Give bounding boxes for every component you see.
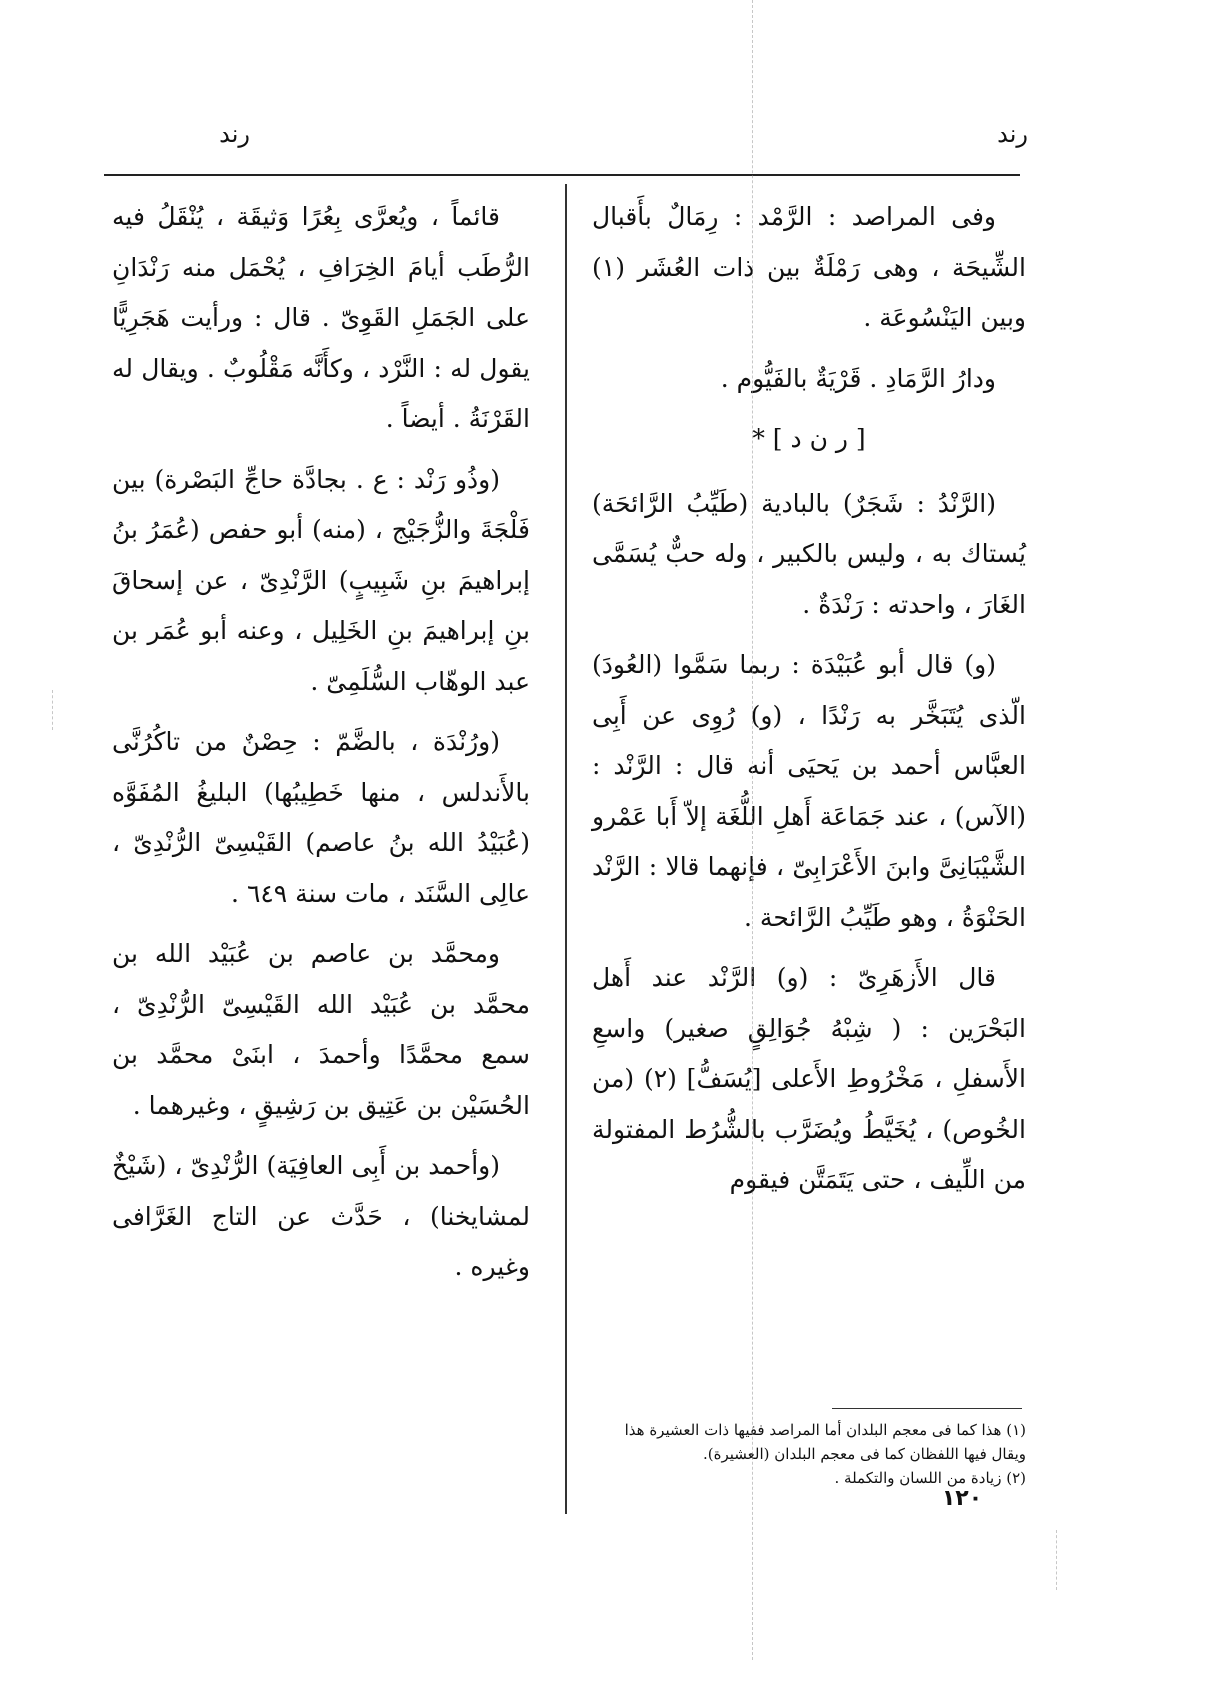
right-column (592, 192, 1026, 1216)
entry-paragraph: وفى المراصد : الرَّمْد : رِمَالٌ بأَقبال الشِّيحَة ، وهى رَمْلَةٌ بين ذات العُشَر (١) وبين اليَنْسُوعَة . (592, 202, 1026, 332)
footnote: (٢) زيادة من اللسان والتكملة . (834, 1469, 1026, 1487)
footnote-rule (832, 1408, 1022, 1409)
entry-paragraph: (و) قال أبو عُبَيْدَة : ربما سَمَّوا (العُودَ) الّذى يُتَبَخَّر به رَنْدًا ، (و) رُوِى عن أَبِى العبَّاس أحمد بن يَحيَى أنه قال : الرَّنْد : (الآس) ، عند جَمَاعَة أَهلِ اللُّغَة إلاّ أَبا عَمْرو الشَّيْبَانِىَّ وابنَ الأَعْرَابِىّ ، فإنهما قالا : الرَّنْد الحَنْوَةُ ، وهو طَيِّبُ الرَّائحة . (592, 650, 1026, 932)
entry-paragraph: ودارُ الرَّمَادِ . قَرْيَةٌ بالفَيُّوم . (720, 363, 996, 393)
entry-paragraph: (ورُنْدَة ، بالضَّمّ : حِصْنٌ من تاكُرُنَّى بالأَندلس ، منها خَطِيبُها) البليغُ المُفَوَّه (عُبَيْدُ الله بنُ عاصم) القَيْسِىّ الرُّنْدِىّ ، عالِى السَّنَد ، مات سنة ٦٤٩ . (112, 727, 530, 908)
footnotes (598, 1418, 1026, 1490)
header-rule (104, 174, 1020, 176)
entry-paragraph: (وأحمد بن أَبِى العافِيَة) الرُّنْدِىّ ، (شَيْخٌ لمشايخنا) ، حَدَّث عن التاج الغَرَّافى وغيره . (112, 1151, 530, 1281)
column-divider (565, 184, 567, 1514)
entry-paragraph: قال الأَزهَرِىّ : (و) الرَّنْد عند أَهل البَحْرَين : ( شِبْهُ جُوَالِقٍ صغير) واسعِ الأَسفلِ ، مَخْرُوطِ الأَعلى [يُسَفُّ] (٢) (من الخُوص) ، يُخَيَّطُ ويُضَرَّب بالشُّرُط المفتولة من اللِّيف ، حتى يَتَمَتَّن فيقوم (592, 963, 1026, 1194)
entry-paragraph: (وذُو رَنْد : ع . بجادَّة حاجِّ البَصْرة) بين فَلْجَةَ والزُّجَيْج ، (منه) أبو حفص (عُمَرُ بنُ إبراهيمَ بنِ شَبِيبٍ) الرَّنْدِىّ ، عن إسحاقَ بنِ إبراهيمَ بنِ الخَلِيل ، وعنه أبو عُمَر بن عبد الوهّاب السُّلَمِىّ . (112, 464, 530, 696)
scan-artifact-line (752, 0, 753, 1660)
scan-artifact-line (1056, 1530, 1057, 1590)
entry-paragraph: ومحمَّد بن عاصم بن عُبَيْد الله بن محمَّد بن عُبَيْد الله القَيْسِىّ الرُّنْدِىّ ، سمع محمَّدًا وأحمدَ ، ابنَىْ محمَّد بن الحُسَيْن بن عَتِيق بن رَشِيقٍ ، وغيرهما . (112, 939, 530, 1120)
running-head-right: رند (997, 120, 1028, 148)
scan-artifact-line (52, 690, 53, 730)
left-column (112, 192, 530, 1303)
entry-paragraph: (الرَّنْدُ : شَجَرٌ) بالبادية (طَيِّبُ الرَّائحَة) يُستاك به ، وليس بالكبير ، وله حبٌّ يُسَمَّى الغَارَ ، واحدته : رَنْدَةٌ . (592, 488, 1026, 619)
root-heading: [ ر ن د ] * (752, 424, 866, 453)
footnote: (١) هذا كما فى معجم البلدان أما المراصد ففيها ذات العشيرة هذا ويقال فيها اللفظان كما فى معجم البلدان (العشيرة). (624, 1421, 1026, 1463)
page-number: ١٢٠ (941, 1486, 983, 1511)
running-head-left: رند (219, 120, 250, 148)
entry-paragraph: قائماً ، ويُعرَّى بِعُرًا وَثيقَة ، يُنْقَلُ فيه الرُّطَب أيامَ الخِرَافِ ، يُحْمَل منه رَنْدَانِ على الجَمَلِ القَوِىّ . قال : ورأيت هَجَرِيًّا يقول له : النَّرْد ، وكأَنَّه مَقْلُوبٌ . ويقال له القَرْنَةُ . أيضاً . (112, 202, 530, 433)
